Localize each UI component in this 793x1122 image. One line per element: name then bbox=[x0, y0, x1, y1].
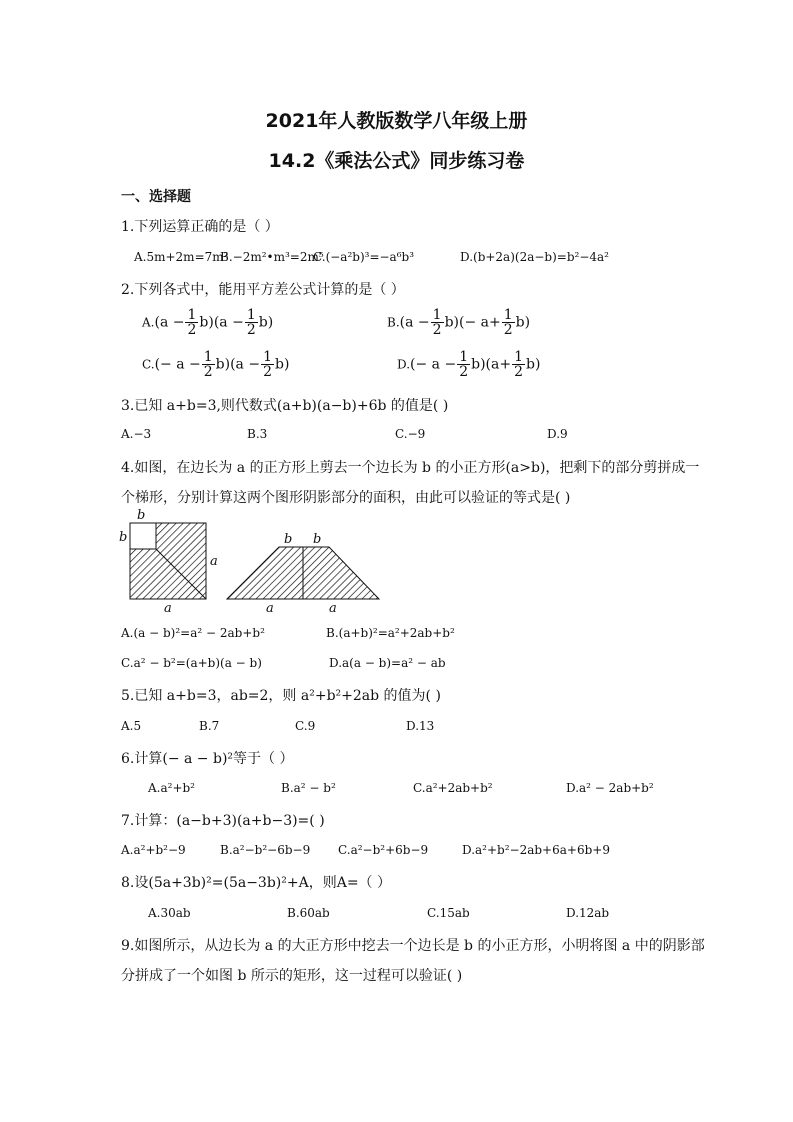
fig-label-b-left: b bbox=[119, 530, 128, 545]
q1-option-a: A.5m+2m=7m² bbox=[134, 250, 229, 264]
q5-option-b: B.7 bbox=[199, 719, 220, 733]
q4-figure bbox=[115, 506, 395, 616]
fig-label-b-top: b bbox=[137, 508, 146, 523]
question-9-line1: 9.如图所示，从边长为 a 的大正方形中挖去一个边长是 b 的小正方形，小明将图 a 中的阴影部 bbox=[121, 938, 705, 954]
q2-option-b: B.(a − $\frac{1}{2}$ b)(− a+ $\frac{1}{2}$ b) bbox=[387, 307, 531, 338]
fig-label-trap-b2: b bbox=[313, 532, 322, 547]
q3-option-a: A.−3 bbox=[121, 427, 152, 441]
q7-option-c: C.a²−b²+6b−9 bbox=[338, 843, 429, 857]
section-heading: 一、选择题 bbox=[121, 189, 191, 205]
q6-option-a: A.a²+b² bbox=[148, 781, 195, 795]
cut-small-square bbox=[130, 523, 156, 549]
question-2-stem: 2.下列各式中，能用平方差公式计算的是（ ） bbox=[121, 282, 405, 298]
q8-option-c: C.15ab bbox=[427, 906, 470, 920]
q5-option-d: D.13 bbox=[406, 719, 435, 733]
q6-option-d: D.a² − 2ab+b² bbox=[566, 781, 654, 795]
q4-option-a: A.(a − b)²=a² − 2ab+b² bbox=[121, 626, 265, 640]
question-1-stem: 1.下列运算正确的是（ ） bbox=[121, 219, 279, 235]
question-4-line1: 4.如图，在边长为 a 的正方形上剪去一个边长为 b 的小正方形(a>b)，把剩下的部分剪拼成一 bbox=[121, 460, 700, 476]
q4-option-b: B.(a+b)²=a²+2ab+b² bbox=[326, 626, 455, 640]
q5-option-c: C.9 bbox=[295, 719, 316, 733]
q4-option-c: C.a² − b²=(a+b)(a − b) bbox=[121, 656, 262, 670]
q1-option-d: D.(b+2a)(2a−b)=b²−4a² bbox=[460, 250, 609, 264]
q2-option-d: D.(− a − $\frac{1}{2}$ b)(a+ $\frac{1}{2}$ b) bbox=[397, 349, 541, 380]
q2-option-c: C.(− a − $\frac{1}{2}$ b)(a − $\frac{1}{2}$ b) bbox=[142, 349, 290, 380]
page-title: 2021年人教版数学八年级上册 bbox=[265, 110, 528, 132]
q1-option-b: B.−2m²•m³=2m⁵ bbox=[220, 250, 324, 264]
q3-option-b: B.3 bbox=[247, 427, 268, 441]
question-3-stem: 3.已知 a+b=3,则代数式(a+b)(a−b)+6b 的值是( ) bbox=[121, 398, 449, 414]
q8-option-b: B.60ab bbox=[287, 906, 330, 920]
fig-label-trap-a1: a bbox=[266, 601, 274, 616]
q7-option-d: D.a²+b²−2ab+6a+6b+9 bbox=[462, 843, 610, 857]
q7-option-a: A.a²+b²−9 bbox=[121, 843, 186, 857]
question-6-stem: 6.计算(− a − b)²等于（ ） bbox=[121, 751, 294, 767]
question-7-stem: 7.计算：(a−b+3)(a+b−3)=( ) bbox=[121, 813, 325, 829]
fig-label-trap-a2: a bbox=[329, 601, 337, 616]
fig-label-a-bottom: a bbox=[164, 601, 172, 616]
question-4-line2: 个梯形，分别计算这两个图形阴影部分的面积，由此可以验证的等式是( ) bbox=[121, 490, 571, 506]
q8-option-d: D.12ab bbox=[566, 906, 610, 920]
q2-option-a: A.(a − $\frac{1}{2}$ b)(a − $\frac{1}{2}$ b) bbox=[142, 307, 274, 338]
q3-option-c: C.−9 bbox=[395, 427, 426, 441]
q3-option-d: D.9 bbox=[547, 427, 568, 441]
fig-label-a-right: a bbox=[210, 554, 218, 569]
q6-option-b: B.a² − b² bbox=[281, 781, 336, 795]
page-subtitle: 14.2《乘法公式》同步练习卷 bbox=[268, 150, 525, 172]
q4-figure-svg bbox=[115, 506, 395, 616]
q1-option-c: C.(−a²b)³=−a⁶b³ bbox=[313, 250, 415, 264]
q7-option-b: B.a²−b²−6b−9 bbox=[220, 843, 311, 857]
question-5-stem: 5.已知 a+b=3，ab=2，则 a²+b²+2ab 的值为( ) bbox=[121, 688, 441, 704]
q6-option-c: C.a²+2ab+b² bbox=[413, 781, 493, 795]
q5-option-a: A.5 bbox=[121, 719, 142, 733]
fig-label-trap-b1: b bbox=[284, 532, 293, 547]
question-8-stem: 8.设(5a+3b)²=(5a−3b)²+A，则A=（ ） bbox=[121, 875, 391, 891]
question-9-line2: 分拼成了一个如图 b 所示的矩形，这一过程可以验证( ) bbox=[121, 968, 463, 984]
q4-option-d: D.a(a − b)=a² − ab bbox=[329, 656, 446, 670]
q8-option-a: A.30ab bbox=[148, 906, 191, 920]
